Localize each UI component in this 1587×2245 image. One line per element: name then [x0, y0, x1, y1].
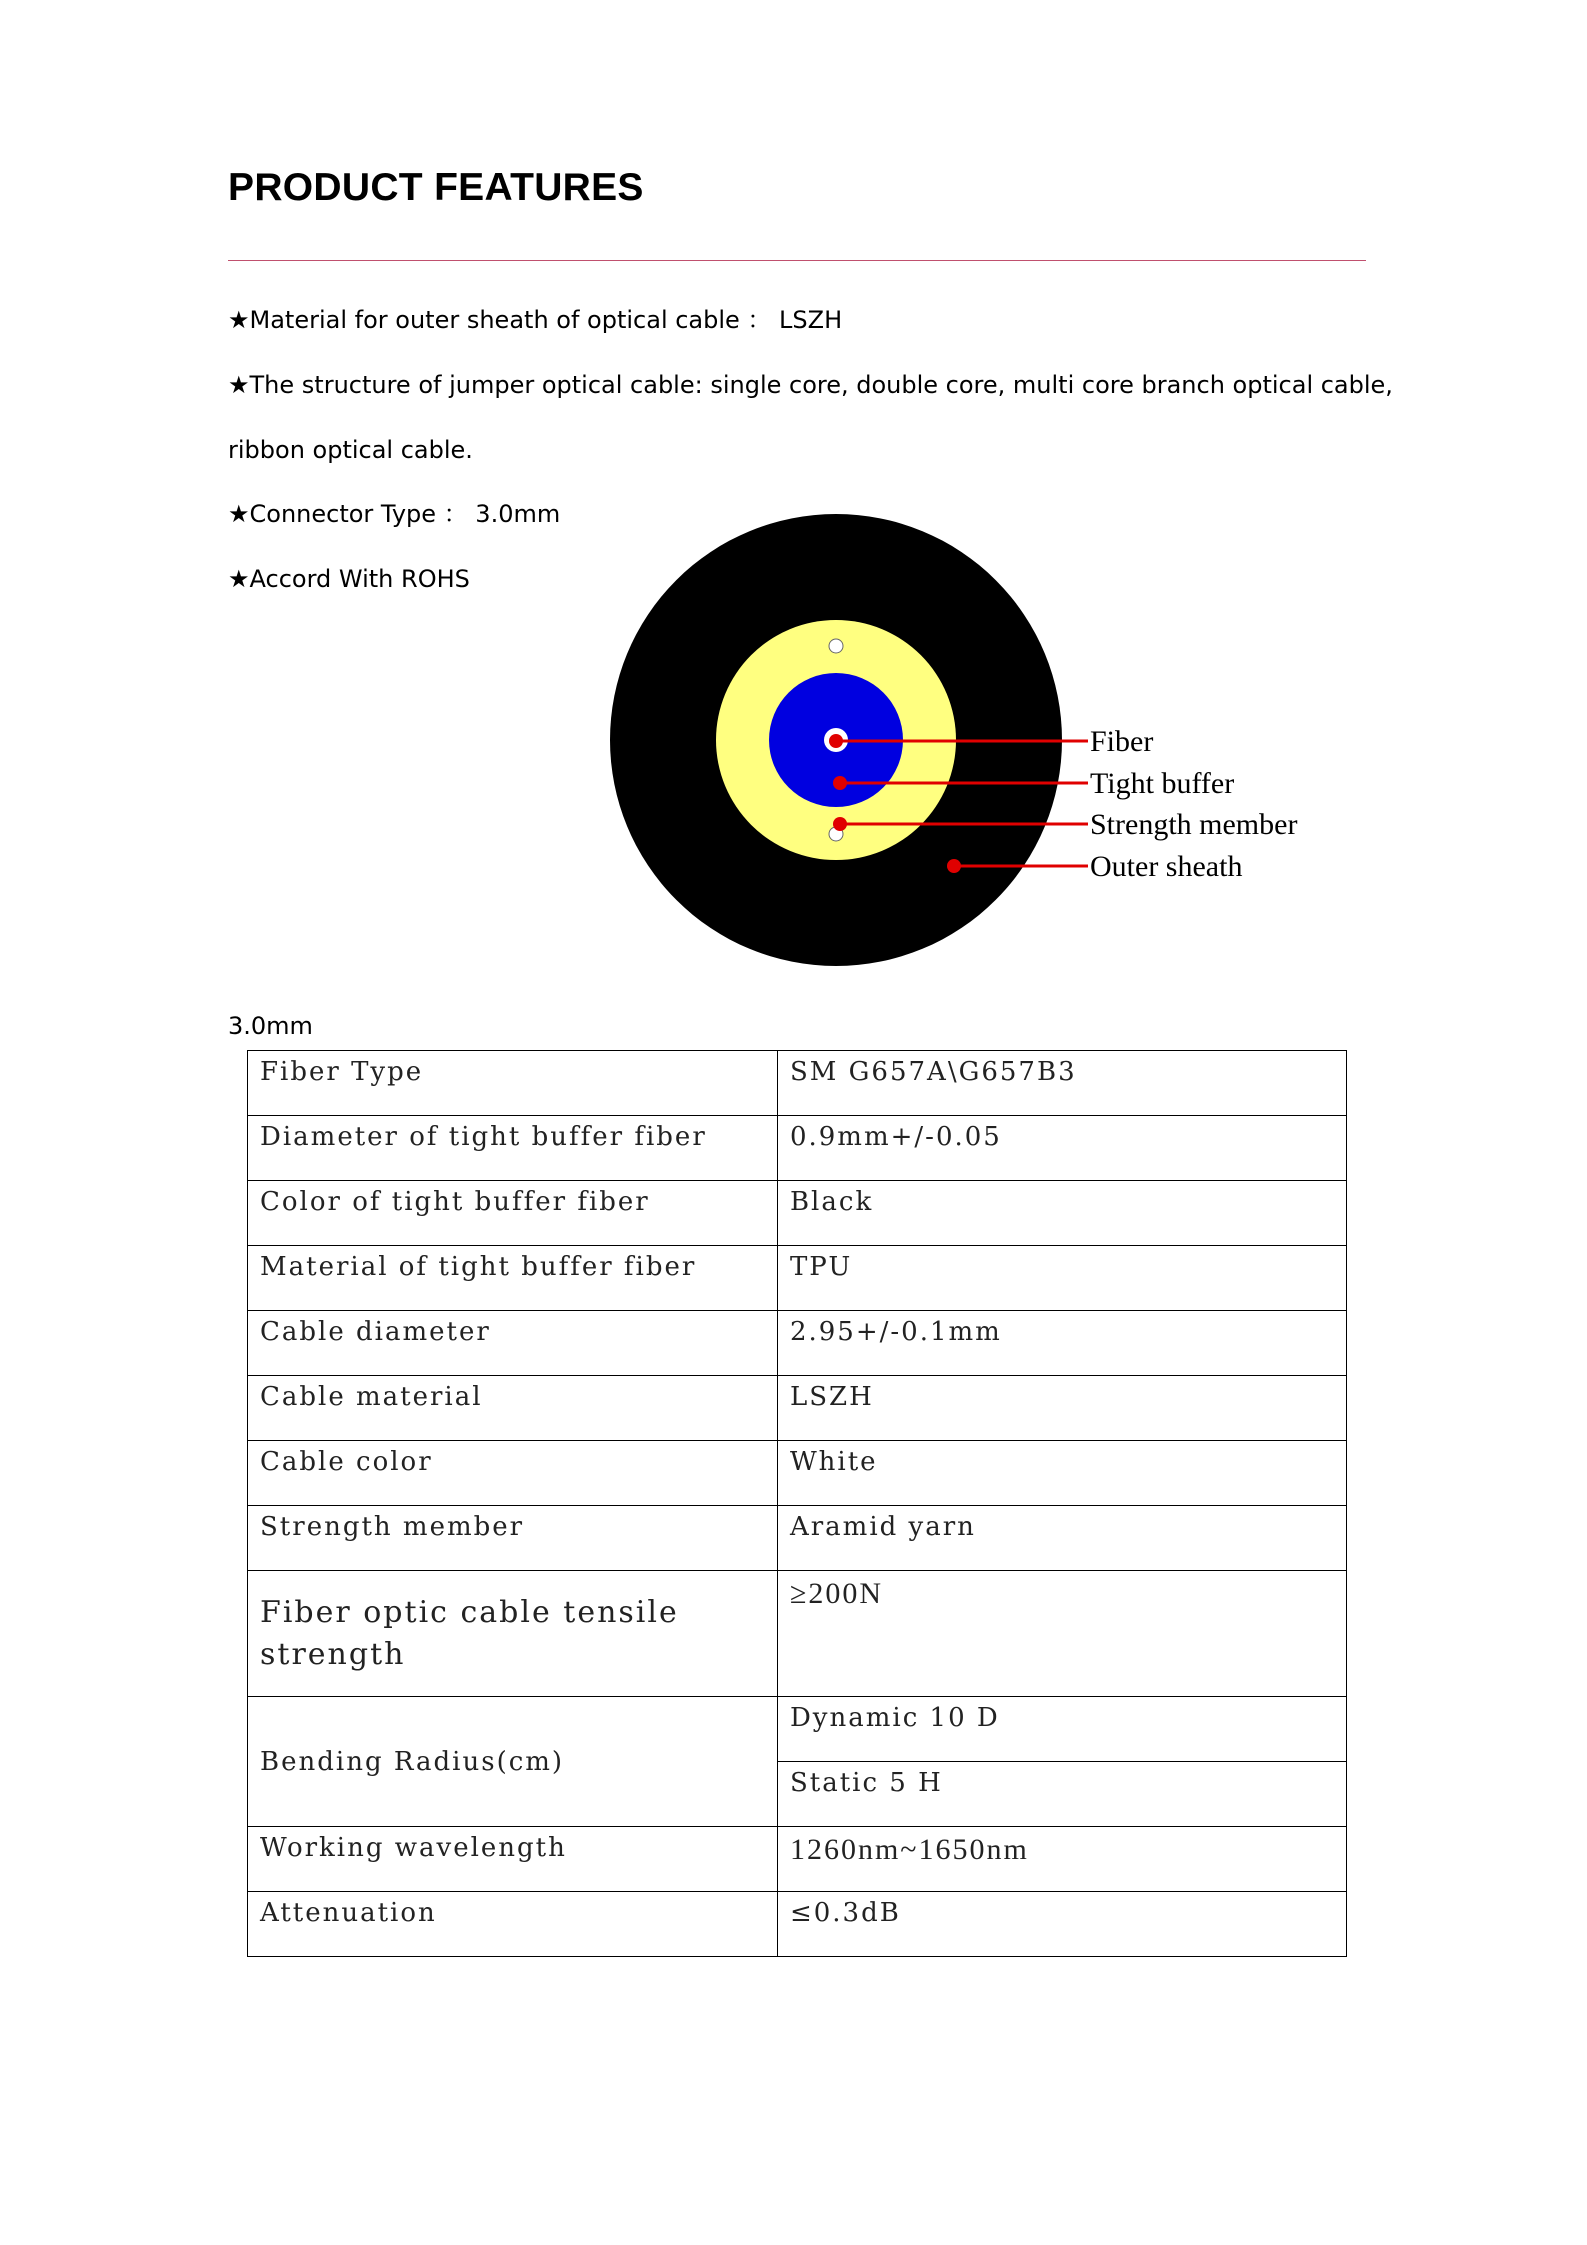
spec-value: 2.95+/-0.1mm: [777, 1311, 1346, 1376]
table-row: [248, 1376, 1347, 1441]
strength-yarn-dot-top: [829, 639, 843, 653]
feature-structure: ★The structure of jumper optical cable: single core, double core, multi core branch optical cable,: [228, 371, 1393, 399]
spec-value: Aramid yarn: [777, 1506, 1346, 1571]
table-row: [248, 1697, 1347, 1762]
spec-value: Static 5 H: [777, 1762, 1346, 1827]
spec-key: Cable material: [248, 1376, 778, 1441]
table-row: [248, 1571, 1347, 1697]
spec-key: Attenuation: [248, 1892, 778, 1957]
feature-rohs: ★Accord With ROHS: [228, 565, 470, 593]
spec-key: Bending Radius(cm): [248, 1697, 778, 1827]
label-outer-sheath: Outer sheath: [1090, 850, 1243, 883]
spec-key: Cable color: [248, 1441, 778, 1506]
spec-key: Fiber Type: [248, 1051, 778, 1116]
spec-value: 1260nm~1650nm: [777, 1827, 1346, 1892]
spec-key: Fiber optic cable tensile strength: [248, 1571, 778, 1697]
label-fiber: Fiber: [1090, 725, 1154, 758]
spec-value: Dynamic 10 D: [777, 1697, 1346, 1762]
table-row: [248, 1441, 1347, 1506]
feature-structure-continued: ribbon optical cable.: [228, 436, 473, 464]
spec-table: [247, 1050, 1347, 1957]
table-row: [248, 1311, 1347, 1376]
spec-key: Working wavelength: [248, 1827, 778, 1892]
table-row: [248, 1181, 1347, 1246]
spec-key: Strength member: [248, 1506, 778, 1571]
spec-key: Cable diameter: [248, 1311, 778, 1376]
label-strength-member: Strength member: [1090, 808, 1298, 841]
spec-value: Black: [777, 1181, 1346, 1246]
table-row: [248, 1246, 1347, 1311]
table-row: [248, 1116, 1347, 1181]
spec-value: LSZH: [777, 1376, 1346, 1441]
tight-buffer-pointer-dot: [833, 776, 847, 790]
spec-value: ≤0.3dB: [777, 1892, 1346, 1957]
table-caption: 3.0mm: [228, 1012, 313, 1040]
feature-sheath-material: ★Material for outer sheath of optical cable ： LSZH: [228, 306, 843, 334]
label-tight-buffer: Tight buffer: [1090, 767, 1235, 800]
spec-value: SM G657A\G657B3: [777, 1051, 1346, 1116]
spec-key: Diameter of tight buffer fiber: [248, 1116, 778, 1181]
spec-key: Color of tight buffer fiber: [248, 1181, 778, 1246]
feature-connector-type: ★Connector Type ： 3.0mm: [228, 500, 561, 528]
strength-member-pointer-dot: [833, 817, 847, 831]
fiber-pointer-dot: [829, 734, 843, 748]
table-row: [248, 1051, 1347, 1116]
spec-value: ≥200N: [777, 1571, 1346, 1697]
spec-value: White: [777, 1441, 1346, 1506]
table-row: [248, 1506, 1347, 1571]
spec-key: Material of tight buffer fiber: [248, 1246, 778, 1311]
outer-sheath-pointer-dot: [947, 859, 961, 873]
cable-cross-section-diagram: [600, 500, 1330, 980]
page-title: PRODUCT FEATURES: [228, 166, 644, 209]
spec-value: 0.9mm+/-0.05: [777, 1116, 1346, 1181]
table-row: [248, 1827, 1347, 1892]
title-divider: [228, 260, 1366, 261]
spec-value: TPU: [777, 1246, 1346, 1311]
table-row: [248, 1892, 1347, 1957]
